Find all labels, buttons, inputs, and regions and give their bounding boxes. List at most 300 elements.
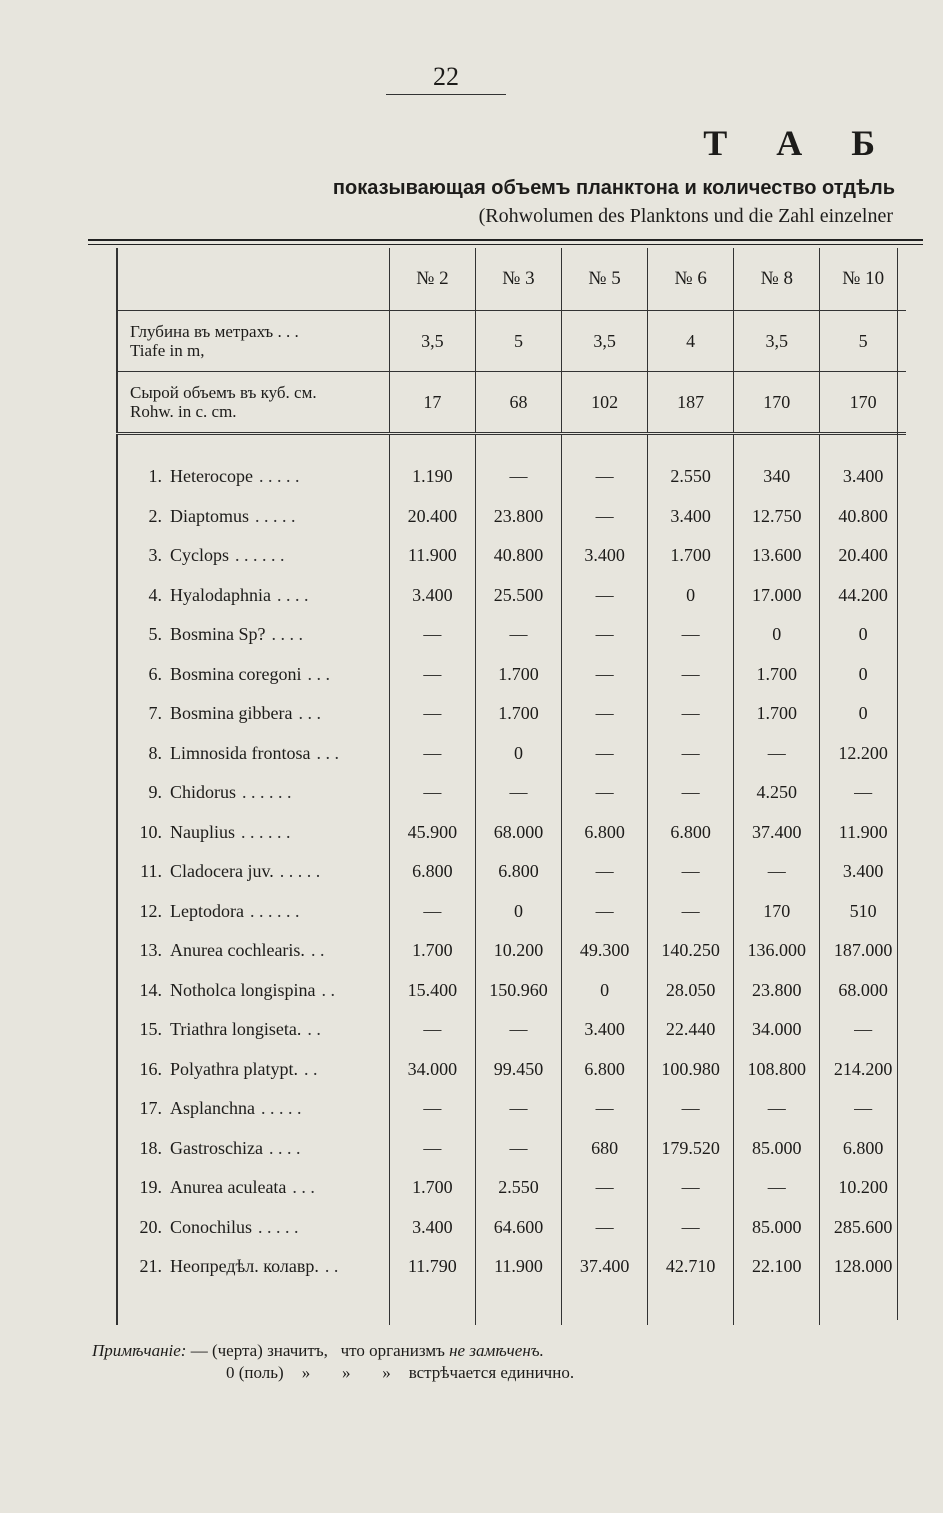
table-right-rule [897,248,898,1320]
count-cell: 680 [562,1129,648,1169]
count-cell: — [389,1010,475,1050]
footnote-ditto-3: » [382,1363,391,1382]
organism-name: Polyathra platypt. [170,1058,298,1079]
count-cell: 4.250 [734,773,820,813]
count-cell: — [389,694,475,734]
count-cell: 1.700 [734,655,820,695]
count-cell: 0 [562,971,648,1011]
count-cell: — [562,497,648,537]
table-row [117,497,906,537]
spacer-cell [117,434,389,458]
row-index: 3. [148,545,162,566]
organism-name: Nauplius [170,821,235,842]
organism-name: Cyclops [170,545,230,566]
count-cell: — [734,734,820,774]
table-row [117,1247,906,1287]
count-cell: 85.000 [734,1129,820,1169]
count-cell: — [389,615,475,655]
organism-name: Limnosida frontosa [170,742,311,763]
count-cell: 6.800 [820,1129,906,1169]
organism-label-inner [130,1177,389,1198]
organism-label [117,457,389,497]
count-cell: 28.050 [648,971,734,1011]
count-cell: 15.400 [389,971,475,1011]
footnote-zero-symbol: 0 [226,1363,235,1382]
organism-name: Bosmina gibbera [170,703,293,724]
count-cell: 34.000 [734,1010,820,1050]
spacer-cell [648,434,734,458]
count-cell: 285.600 [820,1208,906,1248]
count-cell: — [820,773,906,813]
count-cell: 23.800 [734,971,820,1011]
spacer-cell [475,434,561,458]
row-index: 9. [148,782,162,803]
row-index: 12. [139,900,162,921]
meta-value: 5 [475,311,561,372]
table-row [117,813,906,853]
organism-label [117,694,389,734]
organism-label-inner [130,624,389,645]
count-cell: 11.900 [820,813,906,853]
spacer-cell [389,1287,475,1325]
table-row [117,852,906,892]
column-header: № 6 [648,248,734,311]
footnote-line-2 [92,1362,574,1384]
organism-name: Gastroschiza [170,1137,263,1158]
organism-label-inner [130,940,389,961]
leader-dots: . . . . . . [235,545,285,566]
count-cell: 68.000 [475,813,561,853]
meta-value: 102 [562,372,648,434]
organism-label-inner [130,980,389,1001]
count-cell: — [389,773,475,813]
table-row [117,694,906,734]
page-number-rule [386,94,506,95]
organism-label [117,1010,389,1050]
count-cell: 510 [820,892,906,932]
count-cell: — [562,1168,648,1208]
organism-name: Chidorus [170,782,237,803]
row-index: 6. [148,663,162,684]
count-cell: 10.200 [475,931,561,971]
leader-dots: . . . . . [279,861,321,882]
count-cell: 1.190 [389,457,475,497]
row-index: 15. [139,1019,162,1040]
count-cell: 3.400 [389,1208,475,1248]
organism-label-inner [130,743,389,764]
organism-name: Hyalodaphnia [170,584,271,605]
organism-label-inner [130,1059,389,1080]
column-header: № 10 [820,248,906,311]
footnote-ditto-2: » [341,1363,351,1382]
count-cell: — [475,1010,561,1050]
organism-label [117,1247,389,1287]
count-cell: — [562,773,648,813]
column-header: № 8 [734,248,820,311]
count-cell: 150.960 [475,971,561,1011]
count-cell: — [648,694,734,734]
table-row [117,1208,906,1248]
organism-name: Bosmina coregoni [170,663,302,684]
spacer-cell [562,1287,648,1325]
count-cell: 99.450 [475,1050,561,1090]
count-cell: 20.400 [389,497,475,537]
organism-label [117,615,389,655]
row-index: 5. [148,624,162,645]
count-cell: 0 [648,576,734,616]
organism-label [117,852,389,892]
count-cell: — [648,892,734,932]
meta-value: 3,5 [389,311,475,372]
row-index: 20. [139,1216,162,1237]
row-index: 13. [139,940,162,961]
count-cell: — [648,1208,734,1248]
count-cell: 0 [475,734,561,774]
table-row [117,1089,906,1129]
row-index: 14. [139,979,162,1000]
leader-dots: . . [324,1256,339,1277]
organism-name: Bosmina Sp? [170,624,266,645]
table-row [117,931,906,971]
subtitle-russian: показывающая объемъ планктона и количество отдѣль [332,177,895,199]
row-index: 11. [140,861,162,882]
count-cell: — [389,655,475,695]
leader-dots: . . . [298,703,321,724]
spacer-cell [734,1287,820,1325]
count-cell: 128.000 [820,1247,906,1287]
organism-label [117,734,389,774]
row-index: 10. [139,821,162,842]
leader-dots: . . [307,1019,321,1040]
organism-label-inner [130,782,389,803]
organism-label-inner [130,664,389,685]
corner-cell [117,248,389,311]
count-cell: 13.600 [734,536,820,576]
organism-label-inner [130,1256,389,1277]
count-cell: — [820,1010,906,1050]
footnote-zero-desc: (поль) [238,1363,284,1382]
count-cell: — [475,457,561,497]
count-cell: — [562,892,648,932]
organism-name: Heterocope [170,466,253,487]
organism-label [117,536,389,576]
count-cell: 6.800 [475,852,561,892]
leader-dots: . . . [316,742,339,763]
meta-label-ru: Глубина въ метрахъ . . . [130,322,299,341]
organism-label-inner [130,861,389,882]
count-cell: — [734,1168,820,1208]
organism-label [117,655,389,695]
count-cell: 25.500 [475,576,561,616]
leader-dots: . . . [292,1177,315,1198]
table-row [117,457,906,497]
footnote-line-1 [92,1340,574,1362]
plankton-table [116,248,906,1325]
count-cell: 108.800 [734,1050,820,1090]
subtitle-german: (Rohwolumen des Planktons und die Zahl einzelner [478,205,893,227]
count-cell: — [475,773,561,813]
meta-label-de: Rohw. in c. cm. [130,402,237,421]
count-cell: 37.400 [562,1247,648,1287]
meta-value: 17 [389,372,475,434]
meta-row [117,372,906,434]
count-cell: 1.700 [389,931,475,971]
organism-label [117,1129,389,1169]
leader-dots: . . . . . [255,505,296,526]
count-cell: — [648,773,734,813]
organism-label-inner [130,901,389,922]
organism-label [117,1050,389,1090]
leader-dots: . . [303,1058,318,1079]
row-index: 8. [148,742,162,763]
count-cell: — [562,655,648,695]
row-index: 1. [148,466,162,487]
meta-value: 68 [475,372,561,434]
organism-name: Leptodora [170,900,244,921]
organism-label-inner [130,506,389,527]
organism-name: Anurea aculeata [170,1177,287,1198]
count-cell: — [648,734,734,774]
spacer-cell [389,434,475,458]
meta-value: 4 [648,311,734,372]
leader-dots: . . [310,940,325,961]
row-index: 4. [148,584,162,605]
leader-dots: . . . . . . [241,821,291,842]
row-index: 17. [139,1098,162,1119]
footnote-dash-text: что организмъ [340,1341,445,1360]
organism-label-inner [130,822,389,843]
count-cell: 0 [820,694,906,734]
count-cell: — [562,734,648,774]
count-cell: 0 [820,655,906,695]
organism-name: Diaptomus [170,505,249,526]
count-cell: 100.980 [648,1050,734,1090]
table-row [117,971,906,1011]
count-cell: 136.000 [734,931,820,971]
count-cell: 68.000 [820,971,906,1011]
count-cell: 64.600 [475,1208,561,1248]
spacer-cell [475,1287,561,1325]
count-cell: 17.000 [734,576,820,616]
table-row [117,1168,906,1208]
column-header-row [117,248,906,311]
table-body [117,311,906,1325]
count-cell: — [562,1089,648,1129]
plankton-table-wrap [116,248,906,1320]
leader-dots: . . . . [268,1137,301,1158]
organism-label [117,1168,389,1208]
count-cell: 3.400 [562,536,648,576]
count-cell: 2.550 [648,457,734,497]
count-cell: 3.400 [820,457,906,497]
count-cell: 34.000 [389,1050,475,1090]
organism-label-inner [130,545,389,566]
count-cell: 170 [734,892,820,932]
count-cell: 1.700 [734,694,820,734]
leader-dots: . . . . [271,624,304,645]
count-cell: 3.400 [389,576,475,616]
spacer-cell [820,1287,906,1325]
organism-name: Cladocera juv. [170,861,274,882]
count-cell: — [648,1089,734,1129]
organism-label-inner [130,703,389,724]
count-cell: 6.800 [562,1050,648,1090]
organism-name: Notholca longispina [170,979,316,1000]
organism-name: Asplanchna [170,1098,255,1119]
count-cell: 20.400 [820,536,906,576]
count-cell: 11.790 [389,1247,475,1287]
leader-dots: . . . . . . [249,900,300,921]
organism-label [117,576,389,616]
meta-label-de: Tiafe in m, [130,341,205,360]
count-cell: 0 [475,892,561,932]
count-cell: 6.800 [562,813,648,853]
footnote-dash-symbol: — [190,1341,208,1360]
leader-dots: . . . . . [258,466,300,487]
table-row [117,1129,906,1169]
organism-label-inner [130,1098,389,1119]
count-cell: — [648,655,734,695]
count-cell: 0 [734,615,820,655]
organism-name: Неопредѣл. колавр. [170,1256,319,1277]
row-index: 18. [139,1137,162,1158]
count-cell: 6.800 [389,852,475,892]
count-cell: 3.400 [648,497,734,537]
spacer-cell [117,1287,389,1325]
count-cell: 187.000 [820,931,906,971]
count-cell: — [734,852,820,892]
leader-dots: . . . . . [260,1098,302,1119]
meta-value: 3,5 [734,311,820,372]
organism-label [117,931,389,971]
count-cell: — [389,1089,475,1129]
count-cell: 179.520 [648,1129,734,1169]
count-cell: — [562,694,648,734]
count-cell: 1.700 [475,694,561,734]
count-cell: 40.800 [475,536,561,576]
table-title: Т А Б [703,123,895,163]
organism-label [117,1208,389,1248]
meta-label [117,372,389,434]
count-cell: — [562,1208,648,1248]
bottom-space-row [117,1287,906,1325]
organism-name: Triathra longiseta. [170,1019,302,1040]
count-cell: 340 [734,457,820,497]
top-rule-thin [88,244,923,245]
organism-label-inner [130,466,389,487]
count-cell: — [475,615,561,655]
column-header: № 5 [562,248,648,311]
spacer-cell [648,1287,734,1325]
count-cell: — [562,457,648,497]
count-cell: 140.250 [648,931,734,971]
meta-value: 5 [820,311,906,372]
organism-label-inner [130,1138,389,1159]
count-cell: 44.200 [820,576,906,616]
count-cell: — [562,852,648,892]
spacer-row [117,434,906,458]
leader-dots: . . [321,979,335,1000]
row-index: 7. [148,703,162,724]
spacer-cell [562,434,648,458]
table-row [117,773,906,813]
count-cell: 1.700 [475,655,561,695]
count-cell: — [389,892,475,932]
table-row [117,734,906,774]
row-index: 21. [139,1256,162,1277]
table-row [117,1050,906,1090]
count-cell: — [648,852,734,892]
count-cell: 1.700 [389,1168,475,1208]
page-number: 22 [433,62,459,91]
meta-label-ru: Сырой объемъ въ куб. см. [130,383,317,402]
count-cell: — [820,1089,906,1129]
count-cell: 37.400 [734,813,820,853]
table-row [117,1010,906,1050]
row-index: 19. [139,1177,162,1198]
table-row [117,892,906,932]
meta-row [117,311,906,372]
spacer-cell [734,434,820,458]
count-cell: 40.800 [820,497,906,537]
count-cell: 11.900 [389,536,475,576]
organism-name: Conochilus [170,1216,253,1237]
count-cell: — [389,734,475,774]
count-cell: — [648,1168,734,1208]
table-row [117,615,906,655]
count-cell: 42.710 [648,1247,734,1287]
footnote-zero-text: встрѣчается единично. [408,1363,575,1382]
count-cell: — [734,1089,820,1129]
count-cell: — [648,615,734,655]
organism-label [117,813,389,853]
count-cell: — [475,1089,561,1129]
column-header: № 3 [475,248,561,311]
count-cell: 49.300 [562,931,648,971]
organism-label [117,892,389,932]
top-rule [88,239,923,241]
table-row [117,576,906,616]
leader-dots: . . . [307,663,330,684]
count-cell: 0 [820,615,906,655]
count-cell: — [389,1129,475,1169]
count-cell: 12.200 [820,734,906,774]
footnote-dash-desc: (черта) значитъ, [211,1341,328,1360]
organism-label [117,773,389,813]
count-cell: — [562,576,648,616]
count-cell: 12.750 [734,497,820,537]
organism-name: Anurea cochlearis. [170,940,305,961]
meta-value: 3,5 [562,311,648,372]
count-cell: 10.200 [820,1168,906,1208]
meta-label [117,311,389,372]
row-index: 2. [148,505,162,526]
row-index: 16. [139,1058,162,1079]
organism-label-inner [130,1019,389,1040]
leader-dots: . . . . . . [242,782,292,803]
meta-value: 170 [734,372,820,434]
meta-value: 187 [648,372,734,434]
count-cell: — [562,615,648,655]
count-cell: 22.440 [648,1010,734,1050]
organism-label-inner [130,585,389,606]
count-cell: — [475,1129,561,1169]
organism-label [117,971,389,1011]
count-cell: 85.000 [734,1208,820,1248]
footnote-dash-italic: не замѣченъ. [449,1341,544,1360]
table-row [117,536,906,576]
count-cell: 23.800 [475,497,561,537]
